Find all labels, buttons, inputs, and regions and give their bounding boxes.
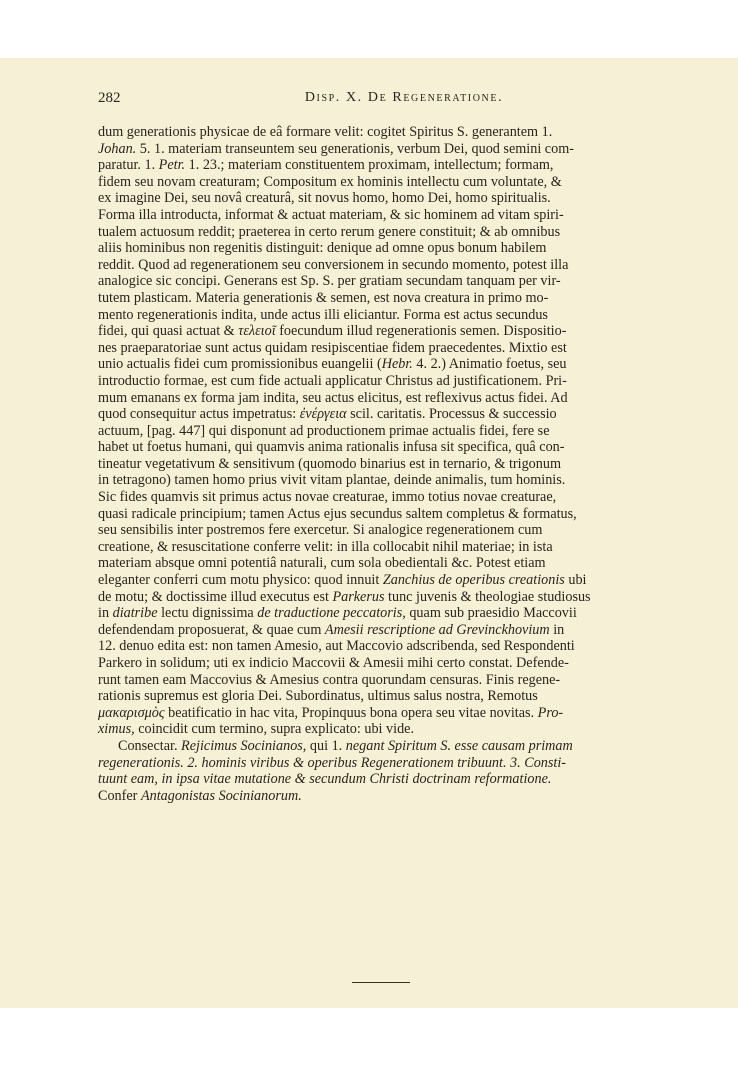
text-line [98, 589, 713, 606]
text-line [98, 605, 713, 622]
text-run: Confer [98, 787, 141, 804]
italic-text: τελειοῖ [238, 323, 276, 340]
italic-text: Pro- [537, 704, 564, 721]
text-run: ubi [564, 572, 587, 589]
text-run: tualem actuosum reddit; praeterea in certo rerum genere constituit; & ab omnibus [98, 223, 561, 240]
text-run: quod consequitur actus impetratus: [98, 406, 300, 423]
text-run: tineatur vegetativum & sensitivum (quomodo binarius est in ternario, & trigonum [98, 455, 561, 472]
text-run: nes praeparatoriae sunt actus quidam resipiscentiae fidem praecedentes. Mixtio est [98, 339, 567, 356]
text-run: quasi radicale principium; tamen Actus ejus secundus saltem completus & formatus, [98, 505, 577, 522]
text-run: materiam absque omni potentiâ naturali, cum sola obedientali &c. Potest etiam [98, 555, 546, 572]
text-line [98, 240, 713, 257]
text-line [98, 141, 713, 158]
text-run: de motu; & doctissime illud executus est [98, 588, 333, 605]
text-run: paratur. 1. [98, 157, 159, 174]
text-line [98, 755, 713, 772]
text-line [98, 489, 713, 506]
text-line [98, 390, 713, 407]
text-run: lectu dignissima [157, 605, 258, 622]
text-line [98, 522, 713, 539]
italic-text: ἐνέργεια [299, 406, 347, 423]
text-run: Forma illa introducta, informat & actuat materiam, & sic hominem ad vitam spiri- [98, 206, 564, 223]
text-line [98, 539, 713, 556]
text-run: in [98, 605, 113, 622]
page-number: 282 [98, 90, 121, 106]
text-run: creatione, & resuscitatione conferre velit: in illa collocabit nihil materiae; in ista [98, 538, 553, 555]
text-line [98, 373, 713, 390]
italic-text: μακαρισμὸς [98, 704, 165, 721]
italic-text: regenerationis. 2. hominis viribus & operibus Regenerationem tribuunt. 3. Consti- [98, 754, 567, 771]
text-run: introductio formae, est cum fide actuali applicatur Christus ad justificationem. Pri- [98, 372, 567, 389]
text-run: tutem plasticam. Materia generationis & semen, est nova creatura in primo mo- [98, 289, 549, 306]
italic-text: Zanchius de operibus creationis [382, 572, 565, 589]
text-run: coincidit cum termino, supra explicato: ubi vide. [134, 721, 415, 738]
text-line [98, 771, 713, 788]
text-line [98, 340, 713, 357]
italic-text: Petr. [158, 157, 186, 174]
text-run: reddit. Quod ad regenerationem seu conversionem in secundo momento, potest illa [98, 256, 569, 273]
text-run: seu sensibilis inter postremos fere exercetur. Si analogice regenerationem cum [98, 522, 543, 539]
italic-text: Amesii rescriptione ad Grevinckhovium [324, 621, 550, 638]
text-line [98, 655, 713, 672]
text-run: Sic fides quamvis sit primus actus novae creaturae, immo totius novae creaturae, [98, 489, 557, 506]
text-line [98, 307, 713, 324]
body-text [98, 124, 713, 804]
text-run: unio actualis fidei cum promissionibus euangelii ( [98, 356, 382, 373]
text-run: scil. caritatis. Processus & successio [346, 406, 557, 423]
italic-text: Johan. [98, 140, 137, 157]
text-run: fidem seu novam creaturam; Compositum ex hominis intellectu cum voluntate, & [98, 173, 562, 190]
text-line [98, 705, 713, 722]
text-run: mento regenerationis indita, unde actus illi eliciantur. Forma est actus secundus [98, 306, 548, 323]
text-line [98, 638, 713, 655]
italic-text: ximus, [98, 721, 135, 738]
italic-text: Antagonistas Socinianorum. [140, 787, 302, 804]
text-run: analogice sic concipi. Generans est Sp. S. per gratiam secundam tanquam per vir- [98, 273, 561, 290]
text-run: ex imagine Dei, seu novâ creaturâ, sit novus homo, homo Dei, homo spiritualis. [98, 190, 551, 207]
text-line [98, 472, 713, 489]
text-run: runt tamen eam Maccovius & Amesius contra quorundam censuras. Finis regene- [98, 671, 561, 688]
text-line [98, 406, 713, 423]
text-line [98, 506, 713, 523]
closing-rule [352, 982, 410, 983]
text-run: tunc juvenis & theologiae studiosus [384, 588, 591, 605]
text-line [98, 456, 713, 473]
text-line [98, 439, 713, 456]
text-run: fidei, qui quasi actuat & [98, 323, 239, 340]
italic-text: Rejicimus Socinianos, [181, 737, 307, 754]
italic-text: de traductione peccatoris, [257, 605, 406, 622]
text-run: mum emanans ex forma jam indita, seu actus elicitus, est reflexivus actus fidei. Ad [98, 389, 568, 406]
italic-text: Hebr. [381, 356, 413, 373]
running-head: Disp. X. De Regeneratione. [304, 90, 504, 105]
text-line [98, 622, 713, 639]
text-run: habet ut foetus humani, qui quamvis anima rationalis infusa sit specifica, quâ con- [98, 439, 565, 456]
text-run: defendendam proposuerat, & quae cum [98, 621, 325, 638]
text-run: rationis supremus est gloria Dei. Subordinatus, ultimus salus nostra, Remotus [98, 688, 538, 705]
text-line [98, 721, 713, 738]
text-line [98, 257, 713, 274]
text-run: actuum, [pag. 447] qui disponunt ad productionem primae actualis fidei, fere se [98, 422, 550, 439]
text-run: dum generationis physicae de eâ formare velit: cogitet Spiritus S. generantem 1. [98, 124, 553, 140]
text-line [98, 423, 713, 440]
text-line [98, 157, 713, 174]
text-run: eleganter conferri cum motu physico: quod innuit [98, 572, 383, 589]
text-run: in [549, 621, 565, 638]
text-run: Consectar. [118, 737, 182, 754]
text-line [98, 572, 713, 589]
text-line [98, 672, 713, 689]
text-run: 4. 2.) Animatio foetus, seu [412, 356, 567, 373]
text-line [98, 190, 713, 207]
text-line [98, 124, 713, 141]
text-line [98, 555, 713, 572]
text-line [98, 207, 713, 224]
text-line [98, 323, 713, 340]
text-line [98, 224, 713, 241]
text-run: quam sub praesidio Maccovii [405, 605, 577, 622]
text-line [98, 273, 713, 290]
text-run: 5. 1. materiam transeuntem seu generationis, verbum Dei, quod semini com- [136, 140, 574, 157]
text-run: 12. denuo edita est: non tamen Amesio, aut Maccovio adscribenda, sed Respondenti [98, 638, 575, 655]
text-run: in tetragono) tamen homo prius vivit vitam plantae, deinde animalis, tum hominis. [98, 472, 566, 489]
italic-text: negant Spiritum S. esse causam primam [345, 737, 573, 754]
text-line [98, 174, 713, 191]
text-run: qui 1. [306, 737, 346, 754]
text-run: Parkero in solidum; uti ex indicio Maccovii & Amesii mihi certo constat. Defende- [98, 655, 569, 671]
text-line [98, 290, 713, 307]
text-run: 1. 23.; materiam constituentem proximam, intellectum; formam, [185, 157, 554, 174]
page-header [98, 90, 710, 110]
text-line [98, 788, 713, 805]
italic-text: Parkerus [332, 588, 385, 605]
text-line [98, 738, 713, 755]
italic-text: diatribe [112, 605, 158, 622]
text-line [98, 356, 713, 373]
text-run: beatificatio in hac vita, Propinquus bona opera seu vitae novitas. [164, 704, 538, 721]
italic-text: tuunt eam, in ipsa vitae mutatione & secundum Christi doctrinam reformatione. [98, 771, 552, 788]
text-line [98, 688, 713, 705]
text-run: foecundum illud regenerationis semen. Dispositio- [275, 323, 567, 340]
book-page [0, 58, 738, 1008]
text-run: aliis hominibus non regenitis distinguit: denique ad omne opus bonum habilem [98, 240, 547, 257]
